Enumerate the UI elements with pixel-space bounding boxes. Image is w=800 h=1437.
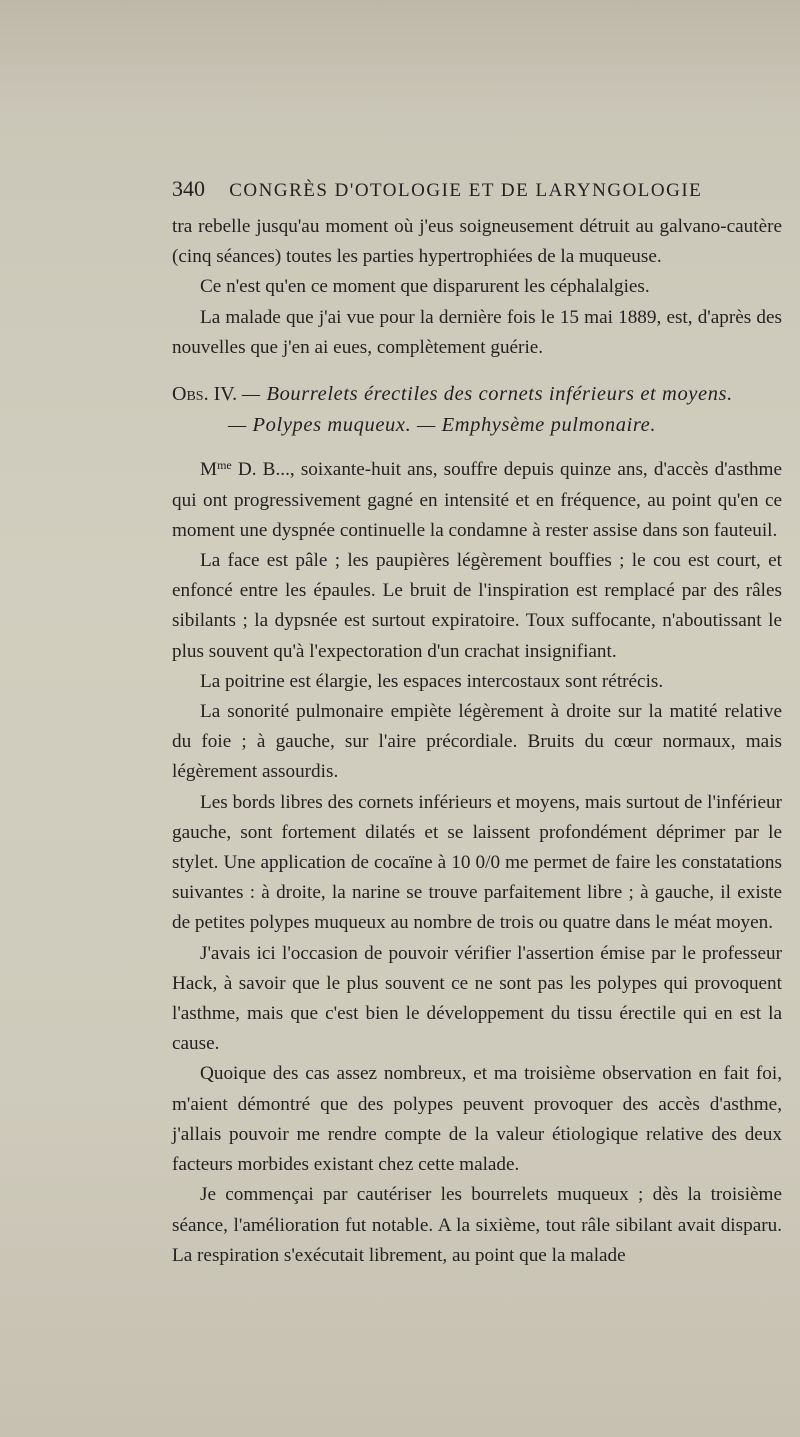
paragraph: La face est pâle ; les paupières légèrement bouffies ; le cou est court, et enfoncé entre les épaules. Le bruit de l'inspiration est remplacé par des râles sibilants ; la dypsnée est surtout expiratoire. Toux suffocante, n'aboutissant le plus souvent qu'à l'expectoration d'un crachat insignifiant. (172, 550, 782, 662)
observation-label: Obs. IV. (172, 383, 238, 406)
patient-description: D. B..., soixante-huit ans, souffre depuis quinze ans, d'accès d'asthme qui ont progressivement gagné en intensité et en fréquence, au point qu'en ce moment une dyspnée continuelle la condamne à rester assise dans son fauteuil. (172, 459, 782, 541)
observation-heading (172, 379, 782, 441)
paragraph: Ce n'est qu'en ce moment que disparurent les céphalalgies. (200, 276, 650, 298)
paragraph: Les bords libres des cornets inférieurs et moyens, mais surtout de l'inférieur gauche, sont fortement dilatés et se laissent profondément déprimer par le stylet. Une application de cocaïne à 10 0/0 me permet de faire les constatations suivantes : à droite, la narine se trouve parfaitement libre ; à gauche, il existe de petites polypes muqueux au nombre de trois ou quatre dans le méat moyen. (172, 791, 782, 934)
observation-title-line-1 (172, 379, 782, 410)
body-text (172, 212, 782, 1271)
paragraph: Je commençai par cautériser les bourrelets muqueux ; dès la troisième séance, l'amélioration fut notable. A la sixième, tout râle sibilant avait disparu. La respiration s'exécutait librement, au point que la malade (172, 1184, 782, 1266)
paragraph-patient (172, 455, 782, 546)
observation-title-1: — Bourrelets érectiles des cornets inférieurs et moyens. (241, 383, 733, 406)
running-title: CONGRÈS D'OTOLOGIE ET DE LARYNGOLOGIE (229, 180, 703, 201)
page-number: 340 (172, 176, 205, 201)
observation-title-2: — Polypes muqueux. — Emphysème pulmonaire. (228, 414, 657, 437)
paragraph: La malade que j'ai vue pour la dernière fois le 15 mai 1889, est, d'après des nouvelles que j'en ai eues, complètement guérie. (172, 306, 782, 358)
paragraph: tra rebelle jusqu'au moment où j'eus soigneusement détruit au galvano-cautère (cinq séances) toutes les parties hypertrophiées de la muqueuse. (172, 216, 782, 268)
paragraph: La sonorité pulmonaire empiète légèrement à droite sur la matité relative du foie ; à gauche, sur l'aire précordiale. Bruits du cœur normaux, mais légèrement assourdis. (172, 701, 782, 783)
paragraph: Quoique des cas assez nombreux, et ma troisième observation en fait foi, m'aient démontré que des polypes peuvent provoquer des accès d'asthme, j'allais pouvoir me rendre compte de la valeur étiologique relative des deux facteurs morbides existant chez cette malade. (172, 1063, 782, 1176)
observation-title-line-2 (172, 410, 782, 441)
running-header (172, 176, 772, 202)
honorific-superscript: me (217, 458, 232, 473)
paragraph: La poitrine est élargie, les espaces intercostaux sont rétrécis. (200, 670, 664, 692)
paragraph: J'avais ici l'occasion de pouvoir vérifier l'assertion émise par le professeur Hack, à savoir que le plus souvent ce ne sont pas les polypes qui provoquent l'asthme, mais que c'est bien le développement du tissu érectile qui en est la cause. (172, 942, 782, 1055)
honorific: M (200, 459, 218, 481)
